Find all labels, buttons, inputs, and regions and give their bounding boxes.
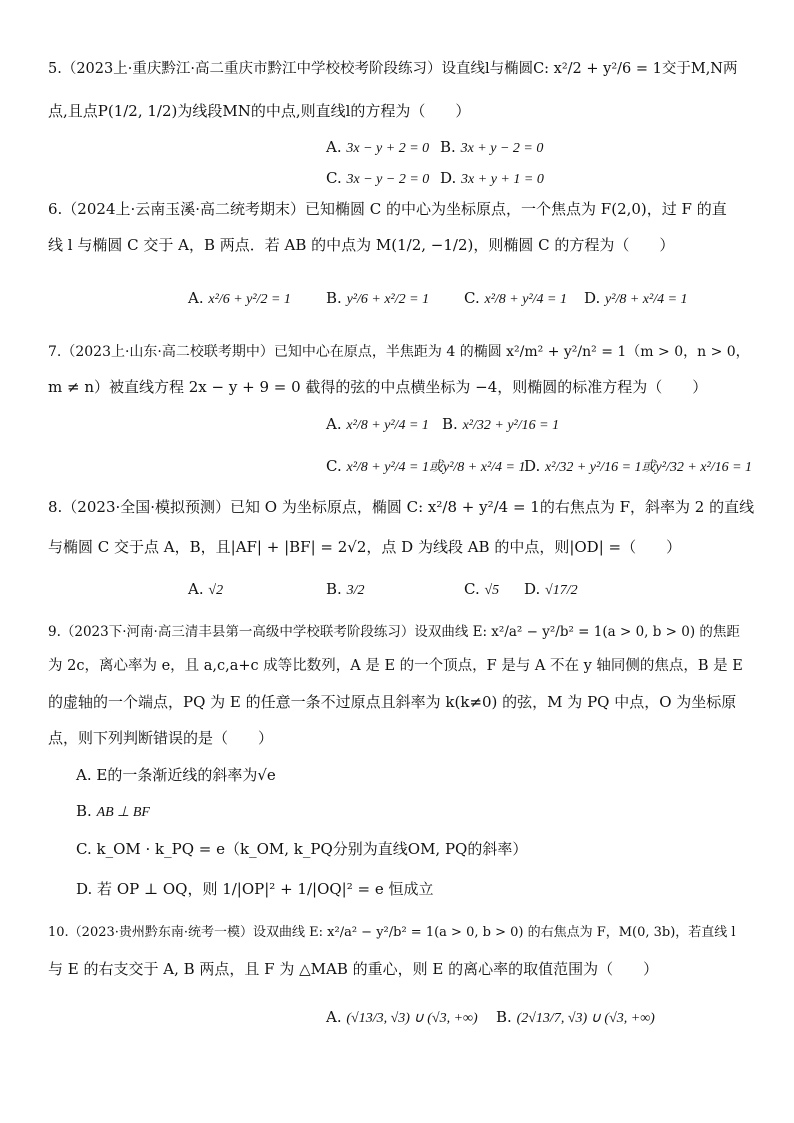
q7-line-1: 7.（2023上·山东·高二校联考期中）已知中心在原点，半焦距为 4 的椭圆 x²/m² + y²/n² = 1（m > 0，n > 0， <box>48 344 750 360</box>
q9-line-3: 的虚轴的一个端点，PQ 为 E 的任意一条不过原点且斜率为 k(k≠0) 的弦，M 为 PQ 中点，O 为坐标原 <box>48 693 737 711</box>
option-label: D. <box>524 580 541 598</box>
q6-line-2: 线 l 与椭圆 C 交于 A，B 两点．若 AB 的中点为 M(1/2, −1/2)，则椭圆 C 的方程为（ ） <box>48 236 675 254</box>
q5-option-c <box>326 167 429 191</box>
q5-line-2: 点,且点P(1/2, 1/2)为线段MN的中点,则直线l的方程为（ ） <box>48 102 471 120</box>
option-label: B. <box>326 289 342 307</box>
option-text: √5 <box>484 583 500 598</box>
option-text: 若 OP ⊥ OQ，则 1/|OP|² + 1/|OQ|² = e 恒成立 <box>97 880 434 898</box>
option-text: k_OM · k_PQ = e（k_OM, k_PQ分别为直线OM, PQ的斜率） <box>96 840 528 858</box>
option-text: 3x + y − 2 = 0 <box>460 141 544 156</box>
q9-line-1: 9.（2023下·河南·高三清丰县第一高级中学校联考阶段练习）设双曲线 E: x²/a² − y²/b² = 1(a > 0, b > 0) 的焦距 <box>48 624 740 640</box>
option-label: D. <box>76 880 93 898</box>
option-text: y²/6 + x²/2 = 1 <box>346 292 430 307</box>
q5-option-a <box>326 136 429 160</box>
q5-option-d <box>440 167 544 191</box>
q8-option-d <box>524 578 578 602</box>
option-label: A. <box>326 415 342 433</box>
q8-line-2: 与椭圆 C 交于点 A，B，且|AF| + |BF| = 2√2，点 D 为线段 AB 的中点，则|OD| =（ ） <box>48 538 682 556</box>
option-text: (√13/3, √3) ∪ (√3, +∞) <box>346 1011 478 1026</box>
q5-option-b <box>440 136 543 160</box>
q8-option-b <box>326 578 364 602</box>
option-text: x²/32 + y²/16 = 1 <box>462 418 560 433</box>
option-label: C. <box>76 840 92 858</box>
q6-option-d <box>584 287 688 311</box>
q9-option-a <box>76 764 276 786</box>
q9-line-2: 为 2c，离心率为 e，且 a,c,a+c 成等比数列，A 是 E 的一个顶点，F 是与 A 不在 y 轴同侧的焦点，B 是 E <box>48 658 743 674</box>
option-text: 3x + y + 1 = 0 <box>461 172 544 187</box>
q6-option-a <box>188 287 291 311</box>
option-text: x²/6 + y²/2 = 1 <box>208 292 291 307</box>
option-text: 3x − y + 2 = 0 <box>346 141 430 156</box>
option-text: y²/8 + x²/4 = 1 <box>605 292 688 307</box>
q7-option-d <box>524 455 752 479</box>
option-text: AB ⊥ BF <box>96 805 150 820</box>
option-label: B. <box>496 1008 512 1026</box>
q7-option-c <box>326 455 526 479</box>
option-label: D. <box>440 169 457 187</box>
option-label: C. <box>326 457 342 475</box>
option-text: x²/32 + y²/16 = 1或y²/32 + x²/16 = 1 <box>545 460 753 475</box>
q9-option-d <box>76 878 434 900</box>
option-text: E的一条渐近线的斜率为√e <box>96 766 276 784</box>
option-label: A. <box>76 766 92 784</box>
q6-option-b <box>326 287 429 311</box>
option-text: x²/8 + y²/4 = 1 <box>484 292 567 307</box>
option-label: C. <box>464 289 480 307</box>
option-text: x²/8 + y²/4 = 1或y²/8 + x²/4 = 1 <box>346 460 526 475</box>
option-label: C. <box>464 580 480 598</box>
option-text: (2√13/7, √3) ∪ (√3, +∞) <box>516 1011 655 1026</box>
q7-option-a <box>326 413 429 437</box>
q7-line-2: m ≠ n）被直线方程 2x − y + 9 = 0 截得的弦的中点横坐标为 −4，则椭圆的标准方程为（ ） <box>48 378 708 396</box>
option-label: A. <box>188 580 204 598</box>
q10-option-b <box>496 1006 655 1030</box>
q9-line-4: 点，则下列判断错误的是（ ） <box>48 729 274 747</box>
option-text: 3x − y − 2 = 0 <box>346 172 430 187</box>
q9-option-b <box>76 800 150 824</box>
option-label: A. <box>326 1008 342 1026</box>
q10-line-1: 10.（2023·贵州黔东南·统考一模）设双曲线 E: x²/a² − y²/b² = 1(a > 0, b > 0) 的右焦点为 F，M(0, 3b)，若直线 l <box>48 925 736 940</box>
q6-line-1: 6.（2024上·云南玉溪·高二统考期末）已知椭圆 C 的中心为坐标原点，一个焦点为 F(2,0)，过 F 的直 <box>48 200 727 218</box>
option-text: √2 <box>208 583 224 598</box>
q8-line-1: 8.（2023·全国·模拟预测）已知 O 为坐标原点，椭圆 C: x²/8 + y²/4 = 1的右焦点为 F，斜率为 2 的直线 <box>48 498 755 516</box>
q10-option-a <box>326 1006 478 1030</box>
option-label: D. <box>584 289 601 307</box>
q5-line-1: 5.（2023上·重庆黔江·高二重庆市黔江中学校校考阶段练习）设直线l与椭圆C: x²/2 + y²/6 = 1交于M,N两 <box>48 61 738 77</box>
option-label: A. <box>326 138 342 156</box>
option-label: B. <box>76 802 92 820</box>
option-text: x²/8 + y²/4 = 1 <box>346 418 429 433</box>
option-label: D. <box>524 457 541 475</box>
option-label: B. <box>440 138 456 156</box>
q7-option-b <box>442 413 559 437</box>
q10-line-2: 与 E 的右支交于 A, B 两点，且 F 为 △MAB 的重心，则 E 的离心率的取值范围为（ ） <box>48 960 659 978</box>
q9-option-c <box>76 838 527 860</box>
q8-option-c <box>464 578 499 602</box>
option-label: B. <box>326 580 342 598</box>
option-label: A. <box>188 289 204 307</box>
q6-option-c <box>464 287 567 311</box>
q8-option-a <box>188 578 223 602</box>
option-text: 3/2 <box>346 583 365 598</box>
option-text: √17/2 <box>545 583 578 598</box>
option-label: B. <box>442 415 458 433</box>
option-label: C. <box>326 169 342 187</box>
